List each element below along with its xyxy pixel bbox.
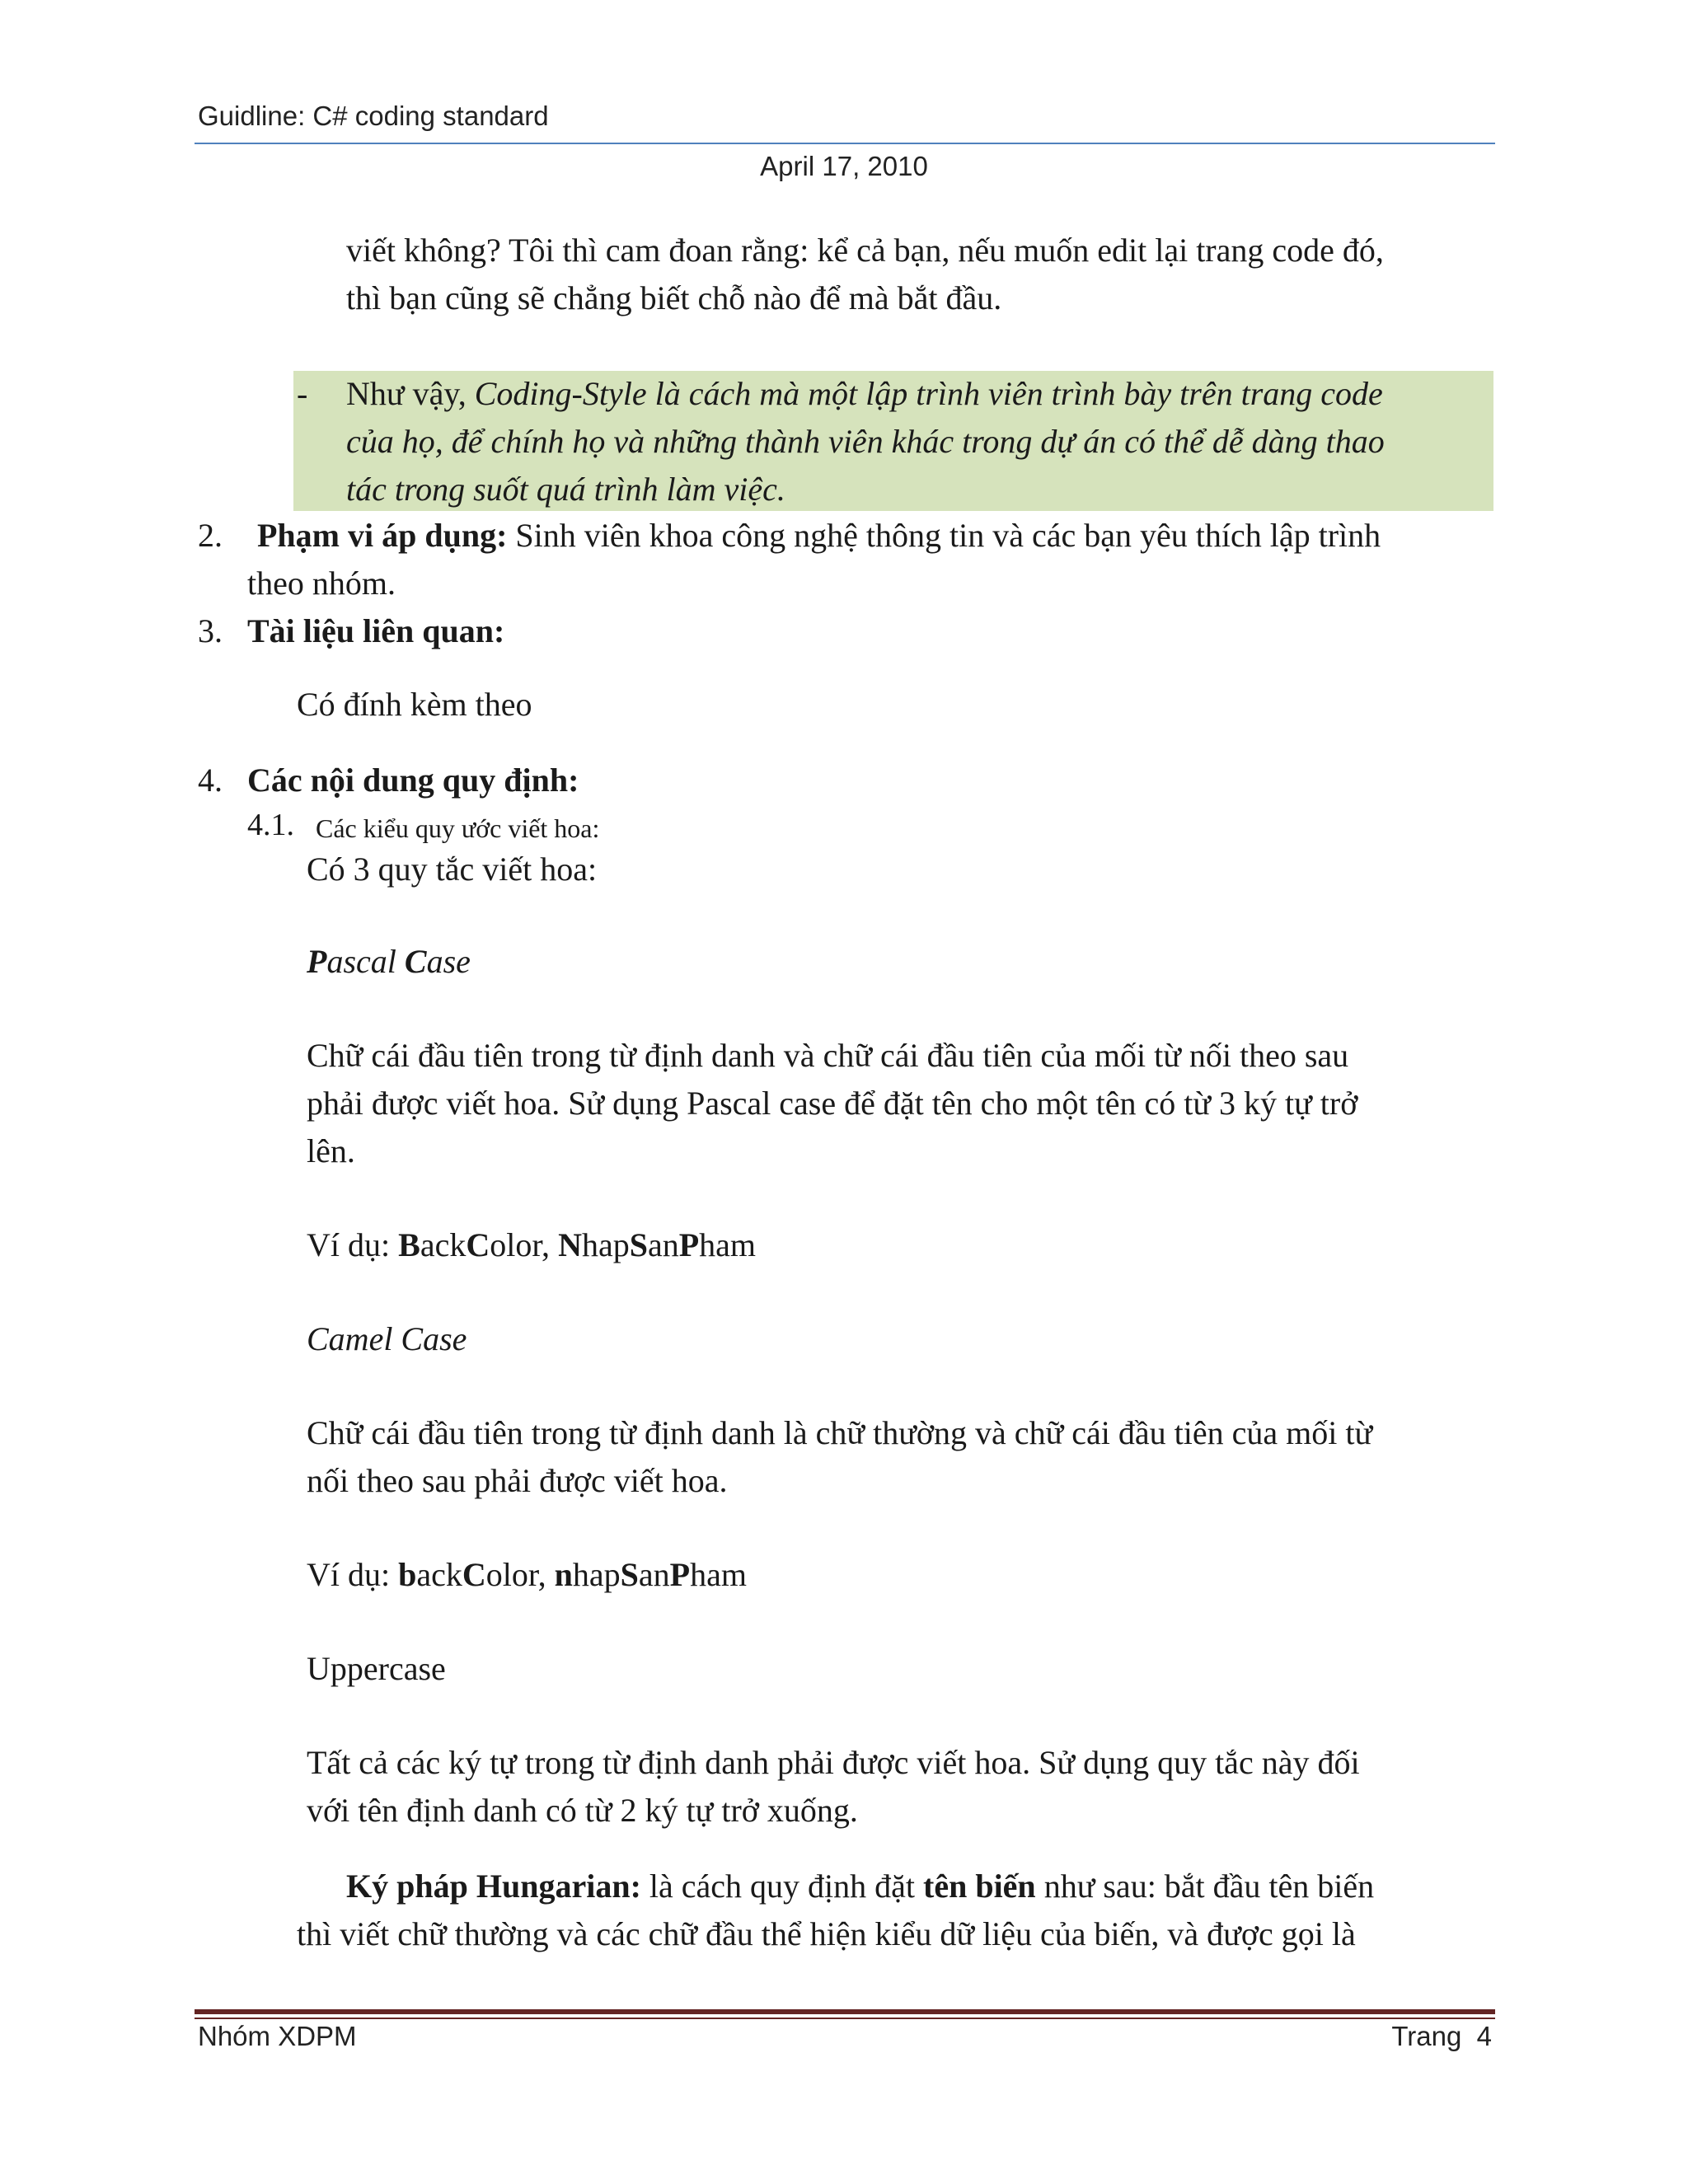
bullet-italic: tác trong suốt quá trình làm việc. [346,471,785,508]
example-part: an [647,1226,679,1263]
header-title: Guidline: C# coding standard [198,101,549,131]
example-prefix: Ví dụ: [307,1556,399,1593]
paragraph-line: với tên định danh có từ 2 ký tự trở xuống. [307,1792,858,1829]
bold-letter: S [620,1556,639,1593]
camel-example [307,1551,747,1599]
bold-letter: b [398,1556,417,1593]
bullet-italic: Coding-Style là cách mà một lập trình viên trình bày trên trang code [474,375,1383,412]
paragraph-line: viết không? Tôi thì cam đoan rằng: kể cả bạn, nếu muốn edit lại trang code đó, [346,232,1384,269]
subsection-label: Các kiểu quy ước viết hoa: [316,813,600,843]
footer-page: Trang 4 [1391,2021,1492,2051]
bold-letter: N [558,1226,582,1263]
example-part: hap [572,1556,621,1593]
paragraph-line: Chữ cái đầu tiên trong từ định danh là chữ thường và chữ cái đầu tiên của mối từ [307,1414,1373,1451]
bullet-line [346,370,1383,418]
bullet-dash: - [297,375,308,412]
section-label: Phạm vi áp dụng: [257,517,508,554]
paragraph-line: phải được viết hoa. Sử dụng Pascal case để đặt tên cho một tên có từ 3 ký tự trở [307,1085,1358,1122]
example-part: ham [690,1556,747,1593]
bullet-line [346,418,1385,466]
example-part: olor, [485,1556,555,1593]
section-text: Sinh viên khoa công nghệ thông tin và các bạn yêu thích lập trình [507,517,1381,554]
section-text: Có đính kèm theo [297,686,532,723]
footer-divider [195,2009,1495,2014]
footer-divider-thin [195,2018,1495,2019]
bold-letter: B [398,1226,420,1263]
hungarian-bold: tên biến [923,1868,1036,1905]
section-label-text: Các nội dung quy định: [247,762,579,799]
camel-case-title [307,1315,467,1363]
uppercase-title: Uppercase [307,1650,446,1687]
bold-letter: C [462,1556,486,1593]
camel-title-text: Camel Case [307,1320,467,1357]
example-prefix: Ví dụ: [307,1226,399,1263]
paragraph-line: nối theo sau phải được viết hoa. [307,1462,728,1499]
bullet-intro: Như vậy, [346,375,475,412]
subsection-number: 4.1. [247,808,294,842]
section-number: 3. [198,612,223,649]
paragraph-line: Tất cả các ký tự trong từ định danh phải được viết hoa. Sử dụng quy tắc này đối [307,1744,1360,1781]
header-divider [195,143,1495,144]
pascal-example [307,1221,756,1269]
bullet-italic: của họ, để chính họ và những thành viên khác trong dự án có thể dễ dàng thao [346,423,1385,460]
rules-intro: Có 3 quy tắc viết hoa: [307,851,598,888]
section-2-line [257,512,1381,560]
section-label [247,607,504,655]
section-label-text: Tài liệu liên quan: [247,612,505,649]
section-number: 2. [198,517,223,554]
paragraph-line: thì bạn cũng sẽ chẳng biết chỗ nào để mà bắt đầu. [346,279,1002,316]
example-part: ack [416,1556,462,1593]
hungarian-text: như sau: bắt đầu tên biến [1035,1868,1375,1905]
bold-letter: C [404,943,427,980]
bold-letter: P [678,1226,700,1263]
example-part: hap [581,1226,630,1263]
example-part: an [638,1556,670,1593]
section-number: 4. [198,762,223,799]
hungarian-text: là cách quy định đặt [640,1868,923,1905]
bold-letter: C [466,1226,490,1263]
title-part: ase [426,943,471,980]
hungarian-line: thì viết chữ thường và các chữ đầu thể hiện kiểu dữ liệu của biến, và được gọi là [297,1915,1356,1952]
section-label [247,757,579,804]
paragraph-line: lên. [307,1132,355,1169]
footer-group: Nhóm XDPM [198,2021,357,2051]
example-part: ham [699,1226,757,1263]
section-2-line: theo nhóm. [247,565,396,602]
bold-letter: n [554,1556,573,1593]
example-part: olor, [490,1226,559,1263]
paragraph-line: Chữ cái đầu tiên trong từ định danh và chữ cái đầu tiên của mối từ nối theo sau [307,1037,1349,1074]
hungarian-label: Ký pháp Hungarian: [346,1868,641,1905]
bold-letter: S [629,1226,648,1263]
bold-letter: P [669,1556,691,1593]
hungarian-line [346,1863,1374,1910]
bold-letter: P [307,943,327,980]
header-date: April 17, 2010 [760,151,928,181]
example-part: ack [420,1226,467,1263]
title-part: ascal [326,943,405,980]
pascal-case-title [307,938,471,986]
bullet-line [346,466,785,513]
